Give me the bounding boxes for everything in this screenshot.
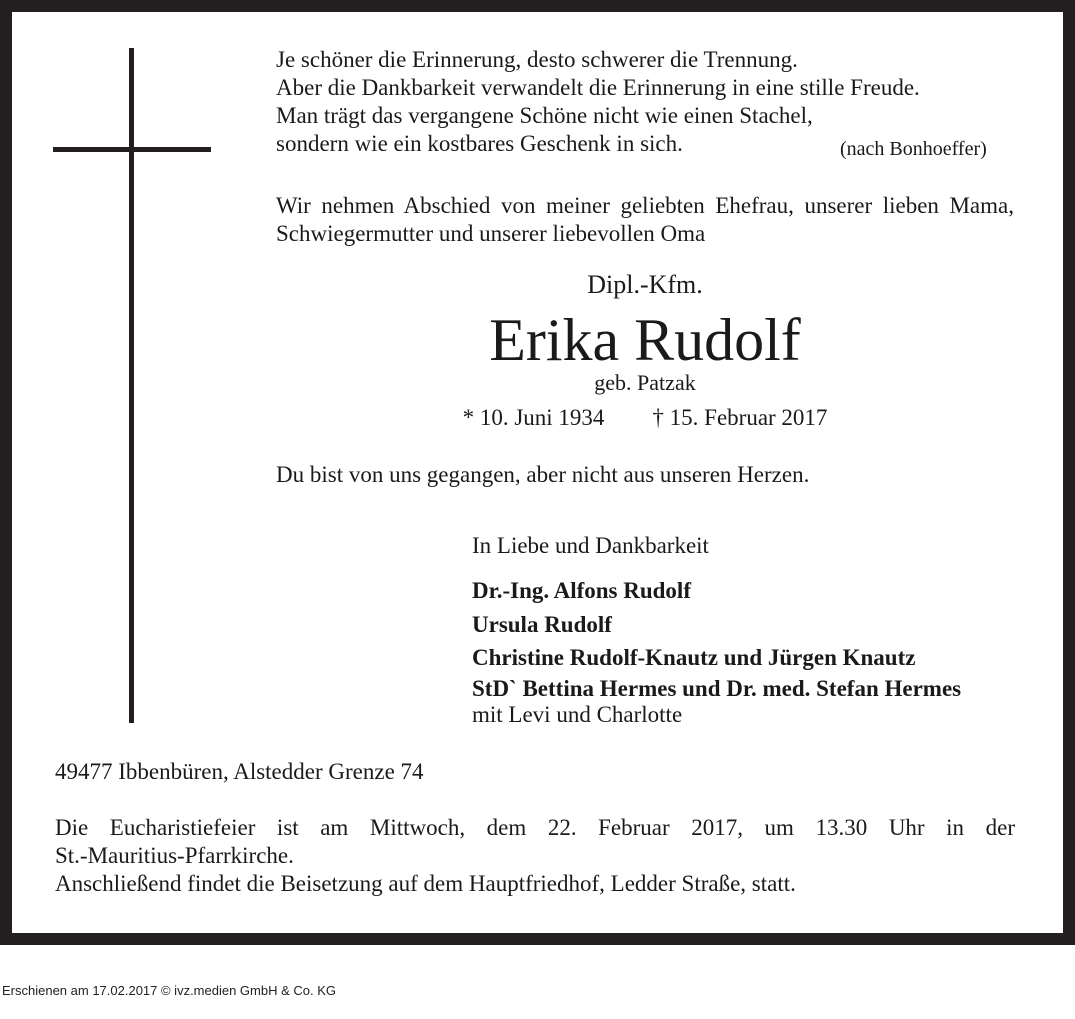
service-line: St.-Mauritius-Pfarrkirche.	[55, 843, 294, 868]
life-dates	[276, 405, 1014, 431]
service-line: Anschließend findet die Beisetzung auf dem Hauptfriedhof, Ledder Straße, statt.	[55, 871, 796, 896]
mourner-name: StD` Bettina Hermes und Dr. med. Stefan Hermes	[472, 675, 962, 701]
mourner-name: Ursula Rudolf	[472, 611, 612, 637]
deceased-name: Erika Rudolf	[489, 307, 801, 373]
farewell-text: Wir nehmen Abschied von meiner geliebten Ehefrau, unserer lieben Mama, Schwiegermutter und unserer liebevollen Oma	[276, 193, 1014, 246]
publication-footer: Erschienen am 17.02.2017 © ivz.medien GmbH & Co. KG	[2, 983, 337, 998]
service-line: Die Eucharistiefeier ist am Mittwoch, dem 22. Februar 2017, um 13.30 Uhr in der	[55, 815, 1015, 840]
mourner-children: mit Levi und Charlotte	[472, 701, 683, 727]
deceased-title: Dipl.-Kfm.	[587, 270, 703, 299]
cross-icon-bar	[53, 147, 211, 152]
mourners-intro: In Liebe und Dankbarkeit	[472, 533, 709, 558]
birth-date: * 10. Juni 1934	[462, 405, 605, 430]
death-date: † 15. Februar 2017	[652, 405, 828, 430]
heart-line: Du bist von uns gegangen, aber nicht aus unseren Herzen.	[276, 462, 810, 487]
poem-line: sondern wie ein kostbares Geschenk in sich.	[276, 131, 683, 156]
poem	[276, 46, 920, 158]
service-info	[55, 814, 1015, 898]
poem-attribution: (nach Bonhoeffer)	[840, 138, 987, 160]
poem-line: Aber die Dankbarkeit verwandelt die Erinnerung in eine stille Freude.	[276, 75, 920, 100]
mourner-name: Christine Rudolf-Knautz und Jürgen Knautz	[472, 645, 916, 670]
poem-line: Je schöner die Erinnerung, desto schwerer die Trennung.	[276, 47, 798, 72]
mourner-name: Dr.-Ing. Alfons Rudolf	[472, 578, 691, 603]
poem-line: Man trägt das vergangene Schöne nicht wie einen Stachel,	[276, 103, 813, 128]
address: 49477 Ibbenbüren, Alstedder Grenze 74	[55, 759, 424, 784]
deceased-birth-name: geb. Patzak	[594, 370, 696, 395]
mourners-list	[472, 574, 961, 727]
